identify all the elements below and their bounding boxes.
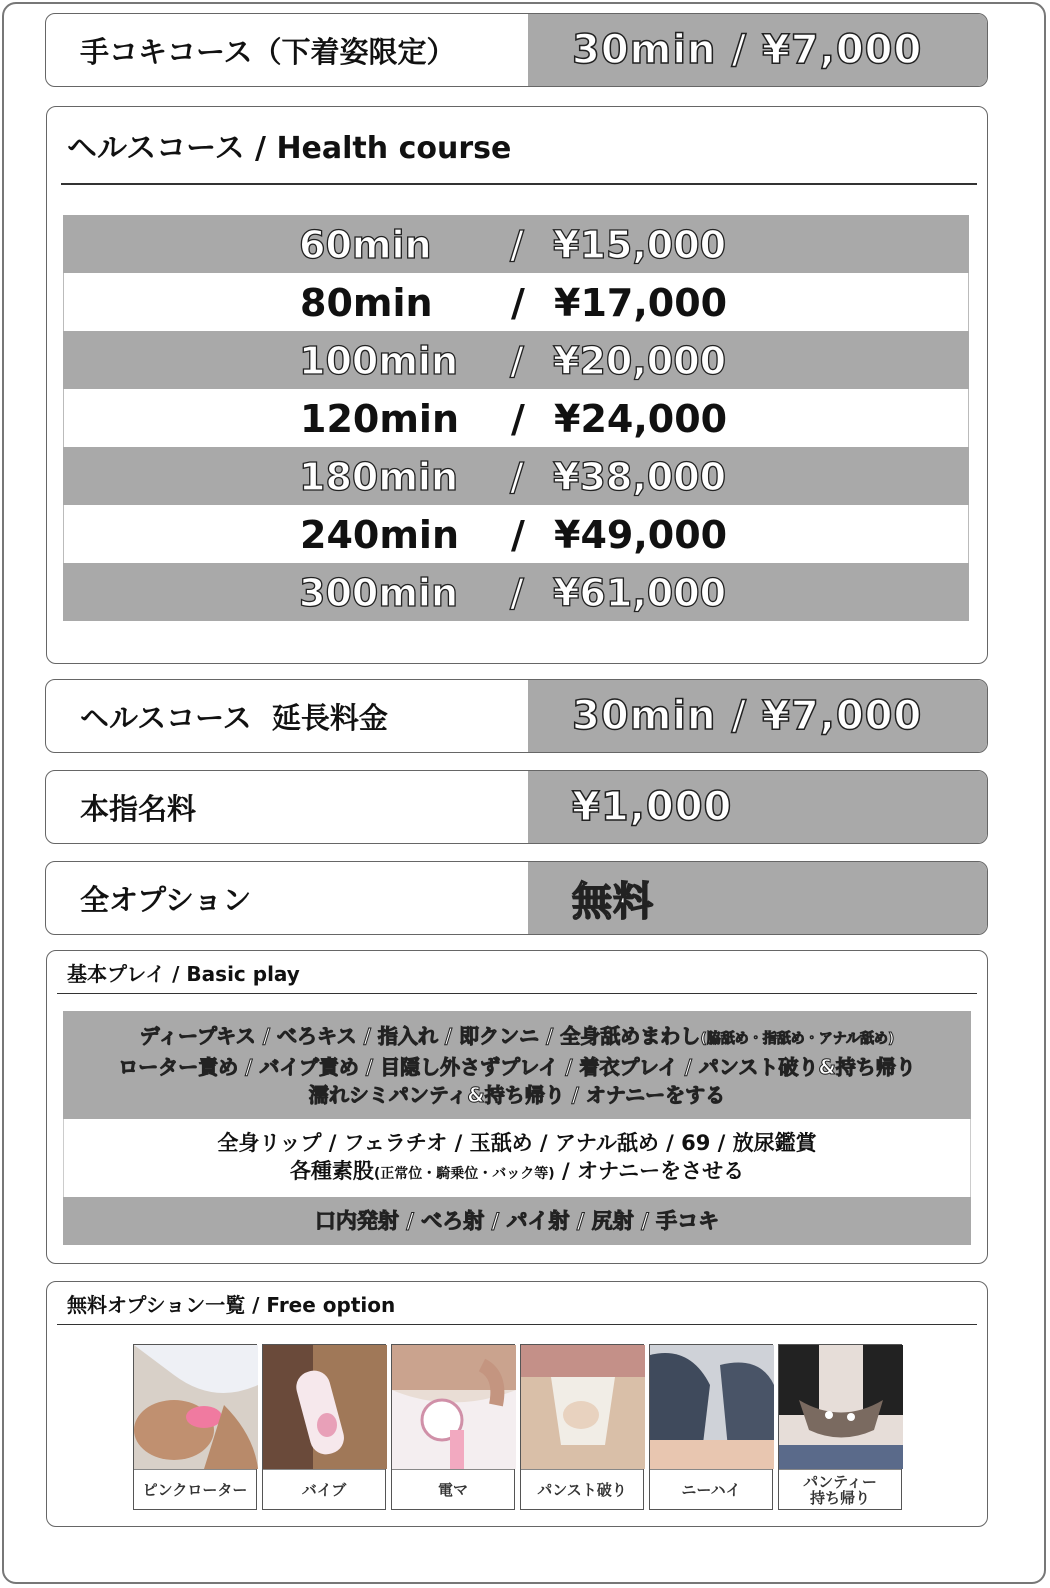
all-options-price: 無料 <box>528 862 987 934</box>
basic-play-line: ディープキス / べろキス / 指入れ / 即クンニ / 全身舐めまわし(脇舐め・指舐め・アナル舐め) <box>139 1023 895 1048</box>
price-row <box>63 563 969 621</box>
basic-play-group-3 <box>63 1197 971 1245</box>
price-amount: ¥20,000 <box>553 339 727 383</box>
price-separator: / <box>511 397 525 441</box>
price-amount: ¥49,000 <box>554 513 728 557</box>
basic-play-group-1 <box>63 1011 971 1119</box>
vibrator-photo-icon <box>263 1345 385 1469</box>
price-row <box>63 389 969 447</box>
nomination-fee-price: ¥1,000 <box>528 771 987 843</box>
price-separator: / <box>510 571 524 615</box>
free-option-section <box>46 1281 988 1527</box>
tekoki-course-price: 30min / ¥7,000 <box>528 14 987 86</box>
price-row <box>63 215 969 273</box>
free-option-item[interactable] <box>520 1344 644 1510</box>
free-option-title: 無料オプション一覧 / Free option <box>57 1282 977 1325</box>
basic-play-line: 全身リップ / フェラチオ / 玉舐め / アナル舐め / 69 / 放尿鑑賞 <box>217 1130 817 1155</box>
free-option-item[interactable] <box>133 1344 257 1510</box>
extension-fee-row <box>45 679 988 753</box>
price-separator: / <box>510 455 524 499</box>
price-time: 180min <box>299 455 458 499</box>
basic-play-note: (正常位・騎乗位・バック等) <box>373 1165 555 1182</box>
health-course-section <box>46 106 988 664</box>
nomination-fee-row <box>45 770 988 844</box>
basic-play-title: 基本プレイ / Basic play <box>57 951 977 994</box>
price-amount: ¥17,000 <box>554 281 728 325</box>
basic-play-line: 各種素股(正常位・騎乗位・バック等) / オナニーをさせる <box>289 1158 745 1183</box>
nomination-fee-label: 本指名料 <box>80 791 197 826</box>
basic-play-line: 濡れシミパンティ&持ち帰り / オナニーをする <box>308 1082 726 1107</box>
price-time: 240min <box>300 513 459 557</box>
extension-fee-price: 30min / ¥7,000 <box>528 680 987 752</box>
health-course-title: ヘルスコース / Health course <box>61 107 977 185</box>
price-time: 100min <box>299 339 458 383</box>
tekoki-course-label: 手コキコース（下着姿限定） <box>80 34 456 69</box>
all-options-row <box>45 861 988 935</box>
free-option-item[interactable] <box>391 1344 515 1510</box>
basic-play-line: ローター責め / バイブ責め / 目隠し外さずプレイ / 着衣プレイ / パンスト破り&持ち帰り <box>118 1054 916 1079</box>
extension-fee-label: ヘルスコース 延長料金 <box>80 700 388 735</box>
basic-play-section <box>46 950 988 1264</box>
panty-takehome-photo-icon <box>779 1345 901 1469</box>
pantyhose-tear-photo-icon <box>521 1345 643 1469</box>
price-row <box>63 273 969 331</box>
knee-high-photo-icon <box>650 1345 772 1469</box>
free-option-caption: ニーハイ <box>650 1469 772 1509</box>
price-row <box>63 447 969 505</box>
free-option-caption: パンティー 持ち帰り <box>779 1469 901 1509</box>
price-time: 300min <box>299 571 458 615</box>
basic-play-line: 口内発射 / べろ射 / パイ射 / 尻射 / 手コキ <box>314 1209 720 1233</box>
price-amount: ¥15,000 <box>553 223 727 267</box>
price-time: 80min <box>300 281 433 325</box>
free-option-caption: バイブ <box>263 1469 385 1509</box>
price-time: 120min <box>300 397 459 441</box>
price-amount: ¥61,000 <box>553 571 727 615</box>
free-option-caption: ピンクローター <box>134 1469 256 1509</box>
basic-play-note: (脇舐め・指舐め・アナル舐め) <box>700 1030 895 1047</box>
price-row <box>63 331 969 389</box>
basic-play-group-2 <box>63 1119 971 1197</box>
price-separator: / <box>510 339 524 383</box>
free-option-item[interactable] <box>649 1344 773 1510</box>
free-option-item[interactable] <box>262 1344 386 1510</box>
price-separator: / <box>511 513 525 557</box>
price-time: 60min <box>299 223 432 267</box>
pink-rotor-photo-icon <box>134 1345 256 1469</box>
free-option-caption: 電マ <box>392 1469 514 1509</box>
all-options-label: 全オプション <box>80 882 252 917</box>
free-option-item[interactable] <box>778 1344 902 1510</box>
price-separator: / <box>511 281 525 325</box>
electric-massager-photo-icon <box>392 1345 514 1469</box>
free-option-caption: パンスト破り <box>521 1469 643 1509</box>
price-row <box>63 505 969 563</box>
price-amount: ¥24,000 <box>554 397 728 441</box>
price-separator: / <box>510 223 524 267</box>
tekoki-course-row <box>45 13 988 87</box>
price-amount: ¥38,000 <box>553 455 727 499</box>
